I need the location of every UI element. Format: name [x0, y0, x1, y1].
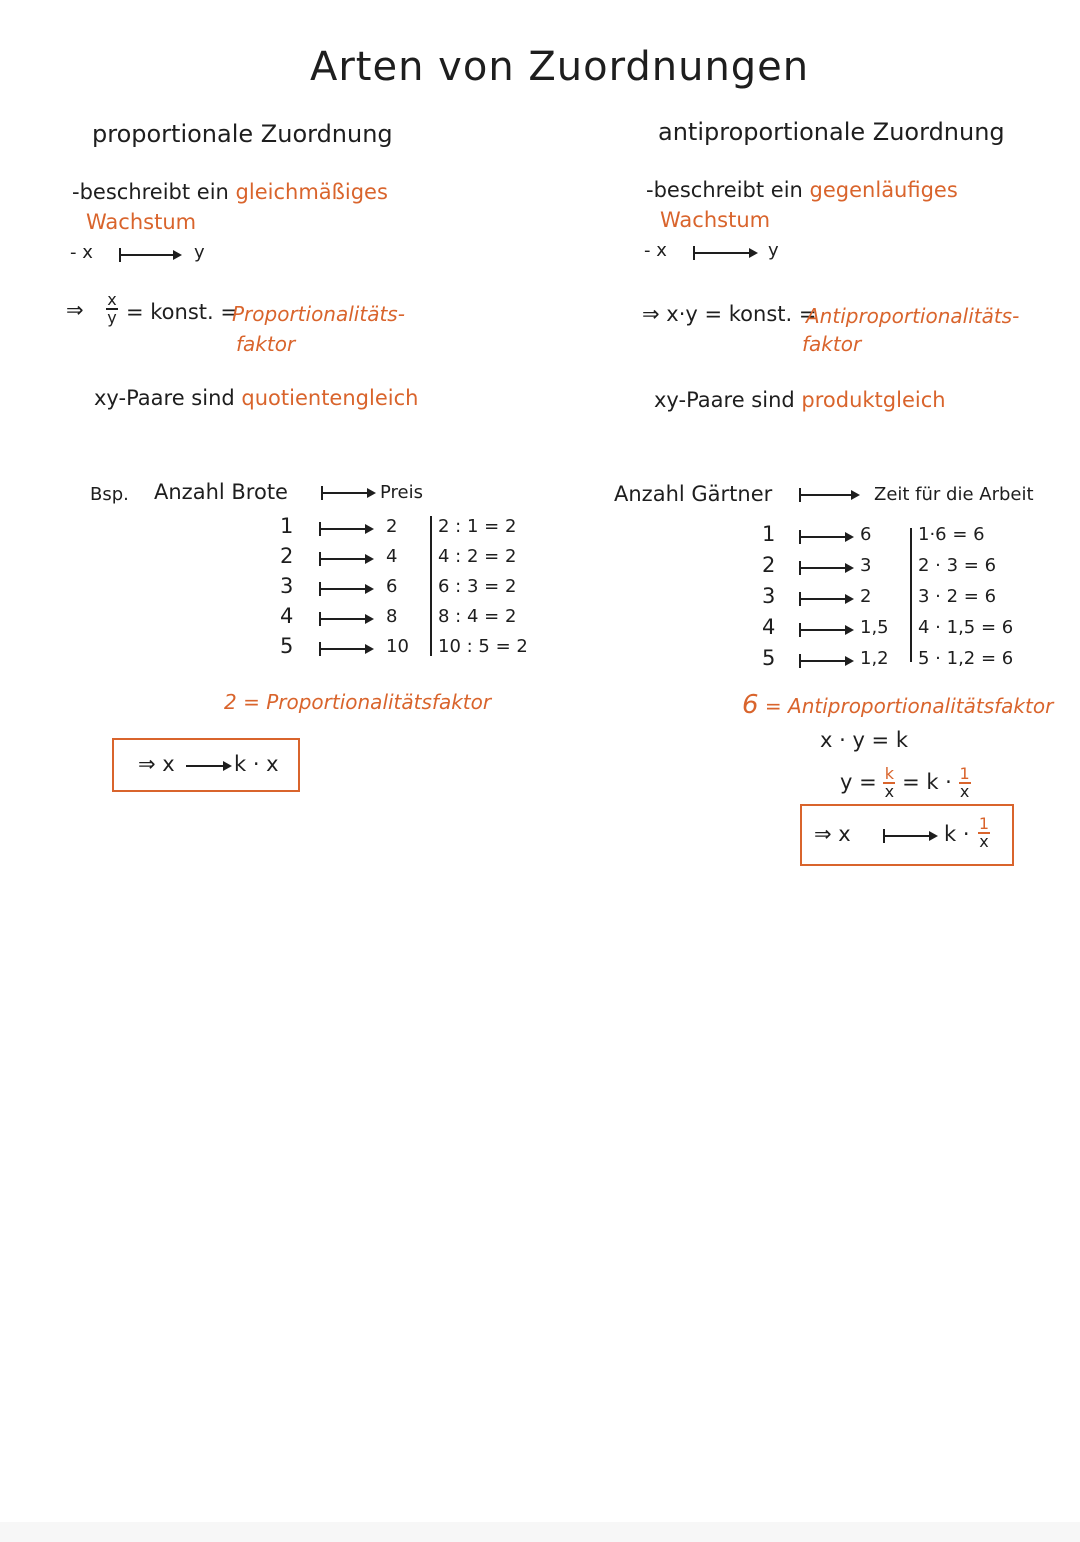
- right-box-suffix: k ·: [944, 822, 970, 846]
- right-desc-highlight-2: Wachstum: [660, 208, 771, 232]
- left-desc-highlight-2: Wachstum: [86, 210, 197, 234]
- box-denominator: x: [979, 832, 989, 851]
- left-pairs-prefix: xy-Paare sind: [94, 386, 235, 410]
- eq2-denominator: x: [884, 782, 895, 801]
- table-row-y: 10: [386, 636, 409, 657]
- maps-to-arrow-icon: [800, 598, 852, 600]
- left-desc-prefix: -beschreibt ein: [72, 180, 229, 204]
- table-row-y: 8: [386, 606, 398, 627]
- maps-to-arrow-icon: [800, 567, 852, 569]
- table-row-calc: 8 : 4 = 2: [438, 606, 517, 627]
- left-factor-note: 2 = Proportionalitätsfaktor: [224, 690, 492, 714]
- table-row-calc: 6 : 3 = 2: [438, 576, 517, 597]
- maps-to-arrow-icon: [800, 629, 852, 631]
- maps-to-arrow-icon: [320, 528, 372, 530]
- left-implies: ⇒: [66, 298, 84, 322]
- eq2-mid: = k ·: [902, 770, 952, 794]
- right-eq2: [840, 766, 971, 800]
- right-example-head-left: Anzahl Gärtner: [614, 482, 773, 506]
- eq2-prefix: y =: [840, 770, 877, 794]
- right-pairs-prefix: xy-Paare sind: [654, 388, 795, 412]
- maps-to-arrow-icon: [800, 494, 858, 496]
- right-description: [646, 178, 958, 202]
- maps-to-arrow-icon: [800, 536, 852, 538]
- left-formula-box: [112, 738, 300, 792]
- fraction-numerator: x: [107, 290, 117, 309]
- right-formula-box: [800, 804, 1014, 866]
- maps-to-arrow-icon: [884, 835, 936, 837]
- right-factor-number: 6: [742, 690, 759, 720]
- right-example-head-right: Zeit für die Arbeit: [874, 484, 1034, 505]
- left-bsp: Bsp.: [90, 484, 129, 505]
- eq2-numerator-2: 1: [959, 764, 970, 783]
- arrow-icon: [186, 765, 230, 767]
- right-factor-text: = Antiproportionalitätsfaktor: [764, 694, 1054, 718]
- table-row-calc: 5 · 1,2 = 6: [918, 648, 1014, 669]
- table-row-x: 3: [280, 574, 294, 598]
- left-konst: = konst. =: [126, 300, 238, 324]
- table-row-y: 6: [860, 524, 872, 545]
- table-row-x: 1: [762, 522, 776, 546]
- right-factor-line1: Antiproportionalitäts-: [806, 304, 1020, 328]
- table-row-calc: 2 : 1 = 2: [438, 516, 517, 537]
- page-footer-strip: [0, 1522, 1080, 1542]
- left-map-x: - x: [70, 242, 93, 263]
- maps-to-arrow-icon: [320, 648, 372, 650]
- left-example-head-right: Preis: [380, 482, 423, 503]
- table-row-x: 5: [280, 634, 294, 658]
- right-map-x: - x: [644, 240, 667, 261]
- table-row-y: 3: [860, 555, 872, 576]
- left-box-prefix: ⇒ x: [138, 752, 175, 776]
- table-row-calc: 4 : 2 = 2: [438, 546, 517, 567]
- right-box-prefix: ⇒ x: [814, 822, 851, 846]
- eq2-numerator: k: [884, 764, 895, 783]
- right-eq1: x · y = k: [820, 728, 908, 752]
- maps-to-arrow-icon: [120, 254, 180, 256]
- table-row-y: 6: [386, 576, 398, 597]
- left-example-head-left: Anzahl Brote: [154, 480, 288, 504]
- right-pairs: [654, 388, 946, 412]
- right-box-fraction: [978, 816, 990, 850]
- left-box-suffix: k · x: [234, 752, 279, 776]
- table-row-x: 5: [762, 646, 776, 670]
- table-row-x: 1: [280, 514, 294, 538]
- right-factor-line2: faktor: [802, 332, 862, 356]
- right-map-y: y: [768, 240, 779, 261]
- table-row-y: 4: [386, 546, 398, 567]
- right-desc-highlight: gegenläufiges: [809, 178, 958, 202]
- right-pairs-highlight: produktgleich: [801, 388, 946, 412]
- right-heading: antiproportionale Zuordnung: [658, 118, 1005, 146]
- table-row-calc: 10 : 5 = 2: [438, 636, 528, 657]
- left-description: [72, 180, 388, 204]
- table-divider: [430, 516, 432, 656]
- box-numerator: 1: [978, 814, 990, 833]
- maps-to-arrow-icon: [320, 588, 372, 590]
- maps-to-arrow-icon: [800, 660, 852, 662]
- right-konst: ⇒ x·y = konst. =: [642, 302, 817, 326]
- eq2-denominator-2: x: [959, 782, 970, 801]
- table-row-calc: 3 · 2 = 6: [918, 586, 997, 607]
- left-factor-line2: faktor: [236, 332, 296, 356]
- left-heading: proportionale Zuordnung: [92, 120, 393, 148]
- table-row-y: 2: [860, 586, 872, 607]
- left-fraction: [106, 292, 118, 326]
- page-title: Arten von Zuordnungen: [310, 44, 810, 90]
- maps-to-arrow-icon: [322, 492, 374, 494]
- left-factor-line1: Proportionalitäts-: [232, 302, 405, 326]
- table-row-y: 1,5: [860, 617, 889, 638]
- left-pairs-highlight: quotientengleich: [241, 386, 419, 410]
- table-row-y: 1,2: [860, 648, 889, 669]
- right-desc-prefix: -beschreibt ein: [646, 178, 803, 202]
- left-map-y: y: [194, 242, 205, 263]
- table-row-calc: 4 · 1,5 = 6: [918, 617, 1014, 638]
- table-row-x: 2: [280, 544, 294, 568]
- maps-to-arrow-icon: [320, 618, 372, 620]
- right-factor-note: [742, 690, 1053, 720]
- table-row-x: 4: [280, 604, 294, 628]
- left-desc-highlight: gleichmäßiges: [235, 180, 388, 204]
- left-pairs: [94, 386, 418, 410]
- table-row-x: 2: [762, 553, 776, 577]
- table-row-x: 4: [762, 615, 776, 639]
- maps-to-arrow-icon: [694, 252, 756, 254]
- fraction-denominator: y: [107, 308, 117, 327]
- table-divider: [910, 528, 912, 662]
- table-row-calc: 1·6 = 6: [918, 524, 985, 545]
- table-row-x: 3: [762, 584, 776, 608]
- maps-to-arrow-icon: [320, 558, 372, 560]
- table-row-calc: 2 · 3 = 6: [918, 555, 997, 576]
- table-row-y: 2: [386, 516, 398, 537]
